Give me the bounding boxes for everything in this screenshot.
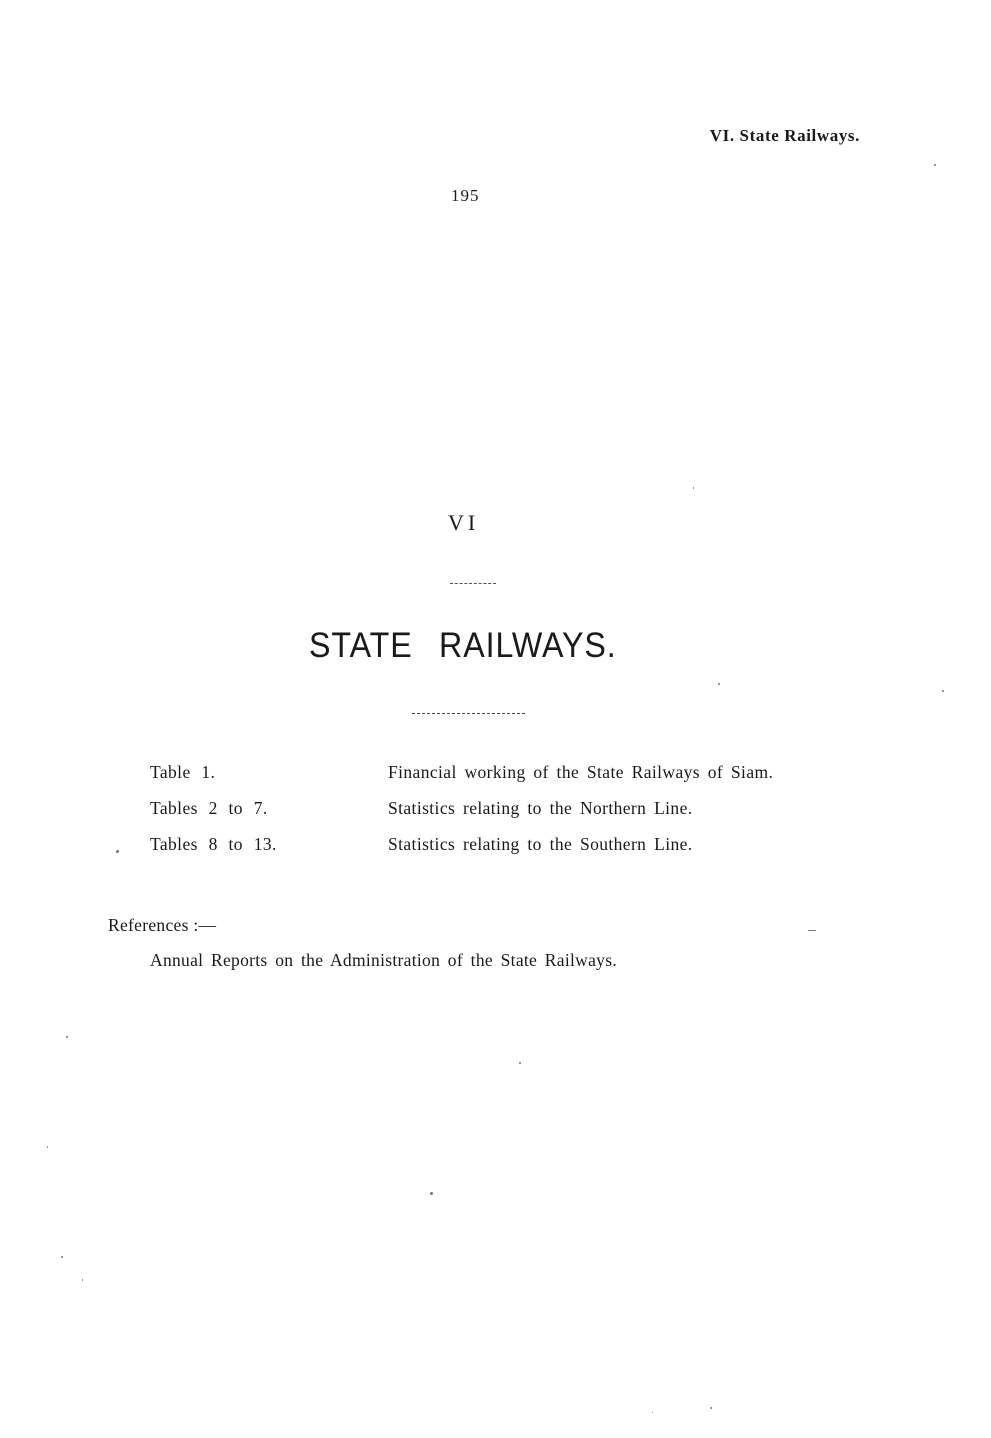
scan-speck <box>66 1036 68 1038</box>
scan-speck <box>519 1062 521 1064</box>
scan-speck <box>808 930 816 931</box>
references-item: Annual Reports on the Administration of the State Railways. <box>150 950 617 970</box>
scan-speck <box>693 487 694 489</box>
contents-row <box>150 762 870 798</box>
divider-long <box>412 713 525 714</box>
scan-speck <box>47 1146 48 1148</box>
contents-table-ref: Tables 8 to 13. <box>150 834 277 854</box>
running-head: VI. State Railways. <box>709 126 860 145</box>
contents-table-ref: Tables 2 to 7. <box>150 798 268 818</box>
references-label: References :— <box>108 915 217 935</box>
section-numeral: VI <box>448 510 480 535</box>
divider-short <box>450 583 496 584</box>
scan-speck <box>430 1192 433 1195</box>
contents-description: Statistics relating to the Northern Line. <box>388 798 693 818</box>
scan-speck <box>710 1407 712 1409</box>
page-number: 195 <box>451 186 480 205</box>
contents-description: Financial working of the State Railways of Siam. <box>388 762 774 782</box>
section-title: STATE RAILWAYS. <box>309 626 617 665</box>
contents-table-ref: Table 1. <box>150 762 216 782</box>
scan-speck <box>116 850 119 853</box>
contents-description: Statistics relating to the Southern Line. <box>388 834 693 854</box>
contents-list <box>150 762 870 870</box>
scan-speck <box>82 1279 83 1281</box>
scan-speck <box>718 683 720 685</box>
scan-speck <box>652 1412 653 1413</box>
contents-row <box>150 798 870 834</box>
scan-speck <box>61 1256 63 1258</box>
scan-speck <box>942 690 944 692</box>
contents-row <box>150 834 870 870</box>
scan-speck <box>934 164 936 166</box>
